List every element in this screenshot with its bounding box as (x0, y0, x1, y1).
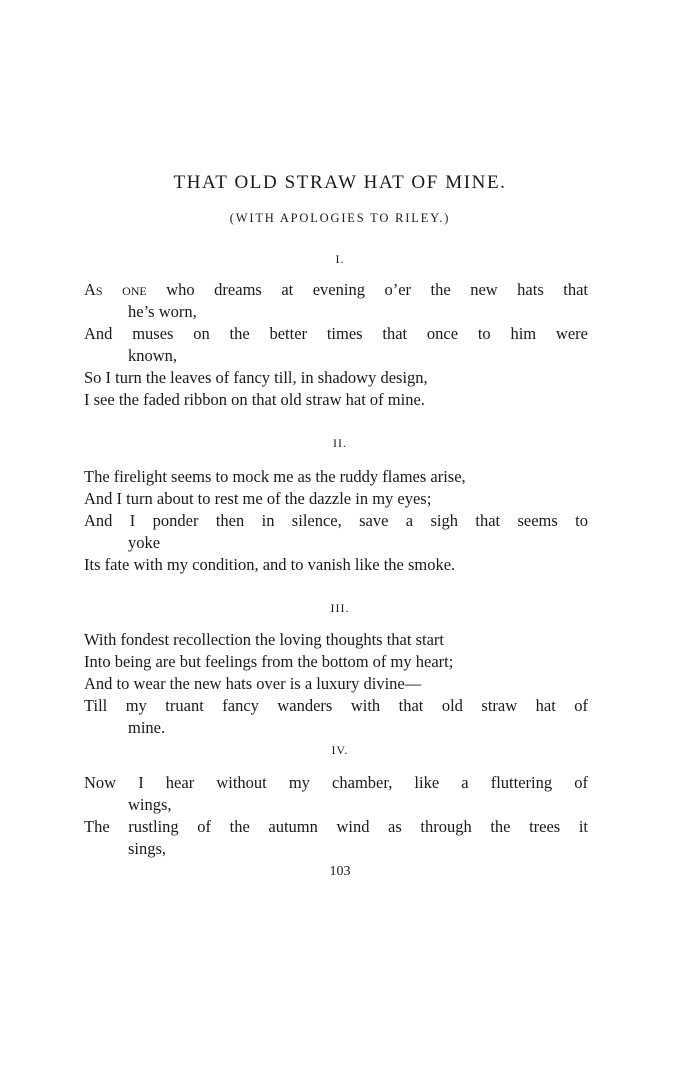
stanza-numeral-2: II. (333, 436, 347, 450)
stanza-3-line-4-continuation: mine. (128, 718, 166, 737)
stanza-1-line-4: I see the faded ribbon on that old straw hat of mine. (84, 390, 425, 409)
stanza-3-line-3: And to wear the new hats over is a luxury divine— (84, 674, 422, 693)
stanza-1-line-1-continuation: he’s worn, (128, 302, 197, 321)
stanza-1-line-1-opening: As one (84, 280, 147, 299)
stanza-4-line-2: The rustling of the autumn wind as through the trees it (84, 817, 588, 836)
stanza-numeral-3: III. (330, 601, 350, 615)
stanza-3-line-2: Into being are but feelings from the bottom of my heart; (84, 652, 454, 671)
stanza-4-line-2-continuation: sings, (128, 839, 167, 858)
stanza-2-line-2: And I turn about to rest me of the dazzle in my eyes; (84, 489, 432, 508)
poem-subtitle: (WITH APOLOGIES TO RILEY.) (229, 211, 451, 225)
stanza-3-line-4: Till my truant fancy wanders with that old straw hat of (84, 696, 588, 715)
stanza-2-line-4: Its fate with my condition, and to vanish like the smoke. (84, 555, 456, 574)
stanza-1-line-3: So I turn the leaves of fancy till, in shadowy design, (84, 368, 428, 387)
stanza-3 (84, 629, 588, 739)
stanza-4-line-1-continuation: wings, (128, 795, 172, 814)
stanza-numeral-4: IV. (331, 743, 349, 757)
stanza-numeral-1: I. (335, 252, 345, 266)
stanza-2-line-3-continuation: yoke (128, 533, 161, 552)
stanza-4-line-1: Now I hear without my chamber, like a fluttering of (84, 773, 588, 792)
stanza-3-line-1: With fondest recollection the loving thoughts that start (84, 630, 444, 649)
stanza-2-line-3: And I ponder then in silence, save a sigh that seems to (84, 511, 588, 530)
stanza-1-line-2: And muses on the better times that once to him were (84, 324, 588, 343)
stanza-2 (84, 466, 588, 576)
stanza-1 (84, 279, 588, 411)
stanza-1-line-1 (84, 279, 588, 301)
stanza-4 (84, 772, 588, 860)
stanza-1-line-1-rest: who dreams at evening o’er the new hats that (146, 280, 588, 299)
stanza-1-line-2-continuation: known, (128, 346, 178, 365)
poem-title: THAT OLD STRAW HAT OF MINE. (173, 172, 507, 193)
page-number: 103 (329, 864, 351, 879)
stanza-2-line-1: The firelight seems to mock me as the ruddy flames arise, (84, 467, 466, 486)
